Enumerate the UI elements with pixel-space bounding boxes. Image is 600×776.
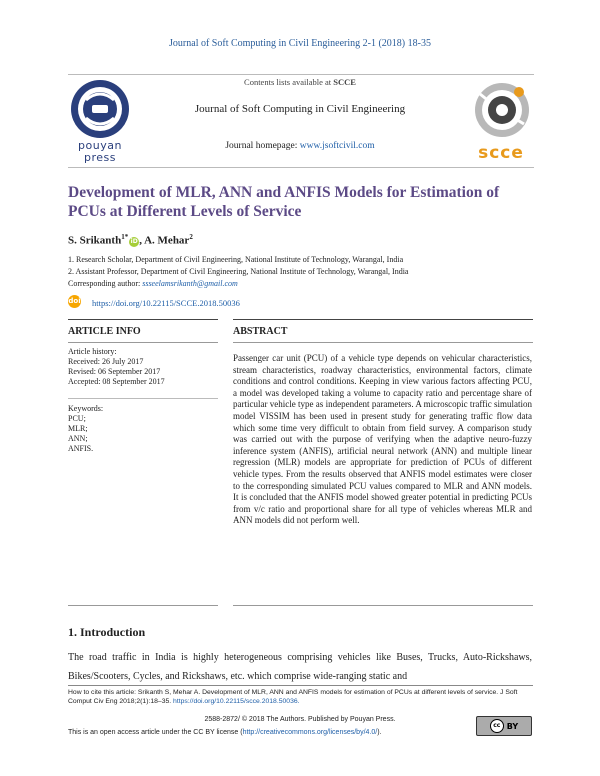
homepage-link[interactable]: www.jsoftcivil.com <box>299 141 375 151</box>
abstract-text: Passenger car unit (PCU) of a vehicle type depends on vehicular characteristics, stream characteristics, roadway characteristics, environmental factors, climate conditions and control conditions. Keeping in view various factors affecting PCU, a model was developed taking a volume to capacity ratio and percentage share of particular vehicle type as independent parameters. A microscopic traffic simulation model VISSIM has been used in present study for generating traffic flow data which some time very difficult to obtain from field survey. A comparison study was carried out with the purpose of verifying when the adaptive neuro-fuzzy inference system (ANFIS), artificial neural network (ANN) and multiple linear regression (MLR) models are appropriate for prediction of PCUs of different vehicle types. From the results observed that ANFIS model estimates were closer to the corresponding simulated PCU values compared to MLR and ANN models. It is concluded that the ANFIS model showed greater potential in predicting PCUs from v/c ratio and proportional share for all type of vehicles whereas MLR and ANN models did not perform well. <box>233 353 532 526</box>
contents-available: Contents lists available at SCCE <box>244 77 356 87</box>
header-journal-name: Journal of Soft Computing in Civil Engineering <box>194 103 406 115</box>
cc-by-label: BY <box>506 721 519 731</box>
doi-icon: doi <box>68 295 81 308</box>
received-date: Received: 26 July 2017 <box>68 357 144 366</box>
doi-link[interactable]: https://doi.org/10.22115/SCCE.2018.50036 <box>92 298 240 308</box>
cite-doi-link[interactable]: https://doi.org/10.22115/scce.2018.50036. <box>173 698 300 705</box>
keyword-item: MLR; <box>68 424 88 433</box>
author-1: S. Srikanth <box>68 234 122 247</box>
abstract-bottom-rule <box>233 605 533 606</box>
license-line: This is an open access article under the CC BY license (http://creativecommons.org/licenses/by/4.0/). <box>68 729 382 736</box>
scce-logo-text: scce <box>478 143 524 163</box>
introduction-heading: 1. Introduction <box>68 625 146 639</box>
cc-icon: cc <box>490 719 504 733</box>
author-2: A. Mehar <box>144 234 190 247</box>
history-divider <box>68 398 218 399</box>
article-history <box>68 347 165 387</box>
history-label: Article history: <box>68 347 117 356</box>
copyright-line: 2588-2872/ © 2018 The Authors. Published by Pouyan Press. <box>204 716 396 723</box>
keyword-item: ANFIS. <box>68 444 94 453</box>
corresponding-author: Corresponding author: ssseelamsrikanth@gmail.com <box>68 279 238 288</box>
article-info-bottom-rule <box>68 605 218 606</box>
abstract-rule <box>233 342 533 343</box>
scce-logo <box>474 80 530 138</box>
abstract-top-rule <box>233 319 533 320</box>
corresponding-email-link[interactable]: ssseelamsrikanth@gmail.com <box>142 279 238 288</box>
article-info-rule <box>68 342 218 343</box>
authors: S. Srikanth$^{1*}$iD, A. Mehar$^2$ <box>68 233 193 247</box>
author-1-affiliation: 1* <box>121 233 129 241</box>
how-to-cite: How to cite this article: Srikanth S, Mehar A. Development of MLR, ANN and ANFIS models for estimation of PCUs at different levels of service. J Soft Comput Civ Eng 2018;2(1):18–35. https://doi.org/10.22115/scce.2018.50036. <box>68 689 518 705</box>
cc-by-badge[interactable] <box>476 716 532 736</box>
article-info-top-rule <box>68 319 218 320</box>
keywords <box>68 404 103 454</box>
introduction-text: The road traffic in India is highly heterogeneous comprising vehicles like Buses, Trucks, Auto-Rickshaws, Bikes/Scooters, Cycles, and Rickshaws, etc. which comprise wide-ranging static and <box>68 652 532 682</box>
abstract-heading: ABSTRACT <box>233 326 288 337</box>
author-2-affiliation: 2 <box>189 233 193 241</box>
affiliation-2: 2. Assistant Professor, Department of Civil Engineering, National Institute of Technology, Warangal, India <box>68 267 409 276</box>
revised-date: Revised: 06 September 2017 <box>68 367 161 376</box>
accepted-date: Accepted: 08 September 2017 <box>68 377 165 386</box>
keywords-label: Keywords: <box>68 404 104 413</box>
article-info-heading: ARTICLE INFO <box>68 326 141 337</box>
orcid-icon[interactable]: iD <box>130 237 138 245</box>
article-title: Development of MLR, ANN and ANFIS Models for Estimation of PCUs at Different Levels of Service <box>68 184 500 220</box>
journal-homepage: Journal homepage: www.jsoftcivil.com <box>225 141 375 151</box>
keyword-item: ANN; <box>68 434 88 443</box>
journal-header-box <box>68 74 534 168</box>
pouyan-press-logo-text: pouyan press <box>78 139 122 164</box>
running-header: Journal of Soft Computing in Civil Engineering 2-1 (2018) 18-35 <box>169 38 431 49</box>
footer-rule <box>68 685 533 686</box>
license-link[interactable]: http://creativecommons.org/licenses/by/4.0/ <box>242 729 378 736</box>
affiliation-1: 1. Research Scholar, Department of Civil Engineering, National Institute of Technology, Warangal, India <box>68 255 404 264</box>
keyword-item: PCU; <box>68 414 86 423</box>
contents-source: SCCE <box>333 77 356 87</box>
